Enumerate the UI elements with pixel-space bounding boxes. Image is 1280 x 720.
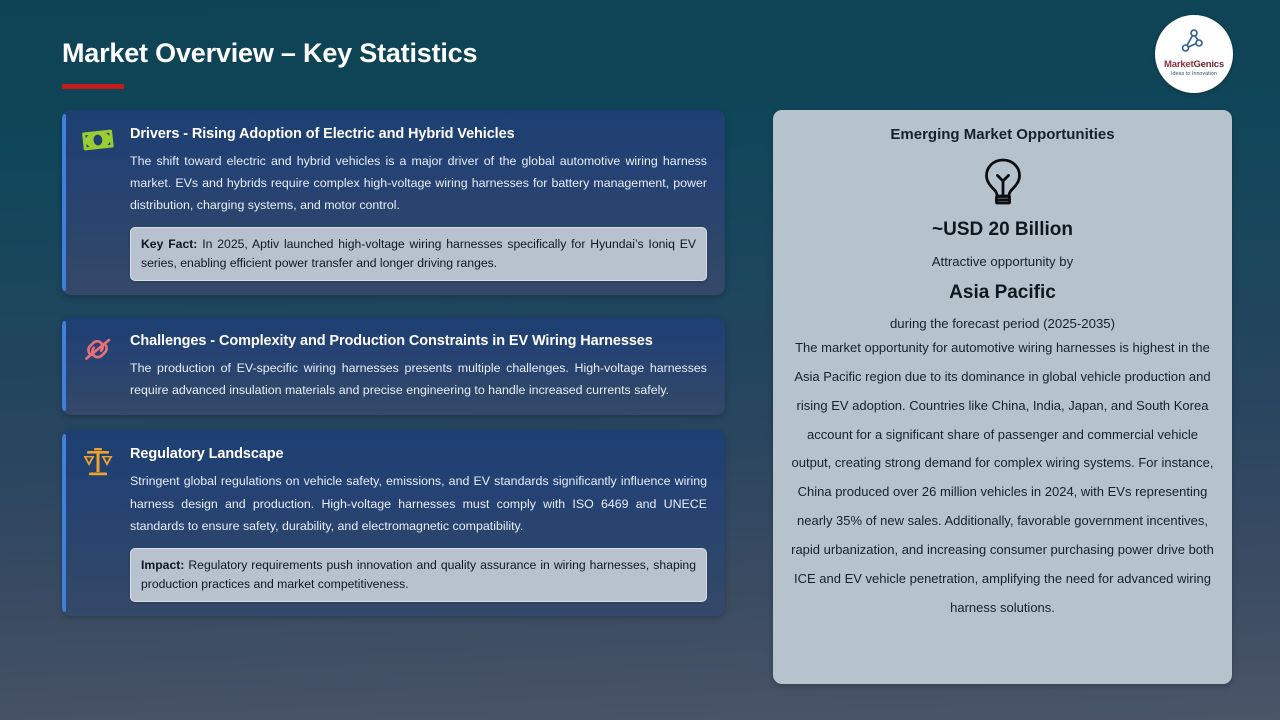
title-underline-accent	[62, 84, 124, 89]
emerging-market-opportunities-panel[interactable]	[773, 110, 1232, 684]
brand-tagline: Ideas to Innovation	[1171, 70, 1217, 77]
card-callout	[130, 227, 707, 281]
card-challenges[interactable]	[62, 317, 725, 415]
page-title: Market Overview – Key Statistics	[62, 38, 478, 68]
panel-title: Emerging Market Opportunities	[890, 126, 1115, 143]
card-callout	[130, 548, 707, 602]
card-description: The production of EV-specific wiring harnesses presents multiple challenges. High-voltage harnesses require advanced insulation materials and precise engineering to handle increased currents safely.	[130, 361, 707, 398]
card-body	[130, 331, 707, 401]
opportunity-description: The market opportunity for automotive wiring harnesses is highest in the Asia Pacific region due to its dominance in global vehicle production and rising EV adoption. Countries like China, India, Japan, and South Korea account for a significant share of passenger and commercial vehicle output, creating strong demand for complex wiring systems. For instance, China produced over 26 million vehicles in 2024, with EVs representing nearly 35% of new sales. Additionally, favorable government incentives, rapid urbanization, and increasing consumer purchasing power drive both ICE and EV vehicle penetration, amplifying the need for advanced wiring harness solutions.	[791, 340, 1214, 615]
callout-label: Key Fact:	[141, 237, 198, 252]
card-accent-bar	[62, 321, 66, 411]
opportunity-subtitle-1: Attractive opportunity by	[931, 254, 1074, 269]
card-accent-bar	[62, 114, 66, 291]
opportunity-value: ~USD 20 Billion	[932, 219, 1073, 240]
card-regulatory-landscape[interactable]	[62, 430, 725, 615]
broken-link-icon	[78, 331, 118, 371]
callout-text: Regulatory requirements push innovation and quality assurance in wiring harnesses, shaping production practices and market competitiveness.	[141, 557, 696, 591]
card-title: Drivers - Rising Adoption of Electric and Hybrid Vehicles	[130, 126, 515, 142]
lightbulb-icon	[787, 157, 1218, 209]
balance-scales-icon	[78, 444, 118, 484]
card-description: The shift toward electric and hybrid vehicles is a major driver of the global automotive wiring harness market. EVs and hybrids require complex high-voltage wiring harnesses for battery management, power distribution, charging systems, and motor control.	[130, 154, 707, 213]
card-body	[130, 124, 707, 281]
opportunity-region: Asia Pacific	[949, 282, 1056, 303]
opportunity-forecast-period: during the forecast period (2025-2035)	[889, 316, 1116, 331]
card-title: Regulatory Landscape	[130, 446, 284, 463]
card-description: Stringent global regulations on vehicle safety, emissions, and EV standards significantly influence wiring harness design and production. High-voltage harnesses must comply with ISO 6469 and UNECE standards to ensure safety, durability, and electromagnetic compatibility.	[130, 474, 707, 533]
brand-logo	[1155, 15, 1233, 93]
card-body	[130, 444, 707, 601]
insight-cards-column	[62, 110, 725, 616]
callout-text: In 2025, Aptiv launched high-voltage wiring harnesses specifically for Hyundai’s Ioniq EV series, enabling efficient power transfer and longer driving ranges.	[141, 237, 696, 271]
money-banknote-icon	[78, 124, 118, 164]
card-title: Challenges - Complexity and Production Constraints in EV Wiring Harnesses	[130, 333, 653, 350]
brand-name-part1: Market	[1164, 59, 1194, 71]
card-drivers[interactable]	[62, 110, 725, 295]
brand-name	[1164, 60, 1224, 70]
brand-name-part2: Genics	[1193, 59, 1224, 71]
card-accent-bar	[62, 434, 66, 611]
network-nodes-icon	[1181, 29, 1207, 58]
callout-label: Impact:	[141, 557, 185, 572]
